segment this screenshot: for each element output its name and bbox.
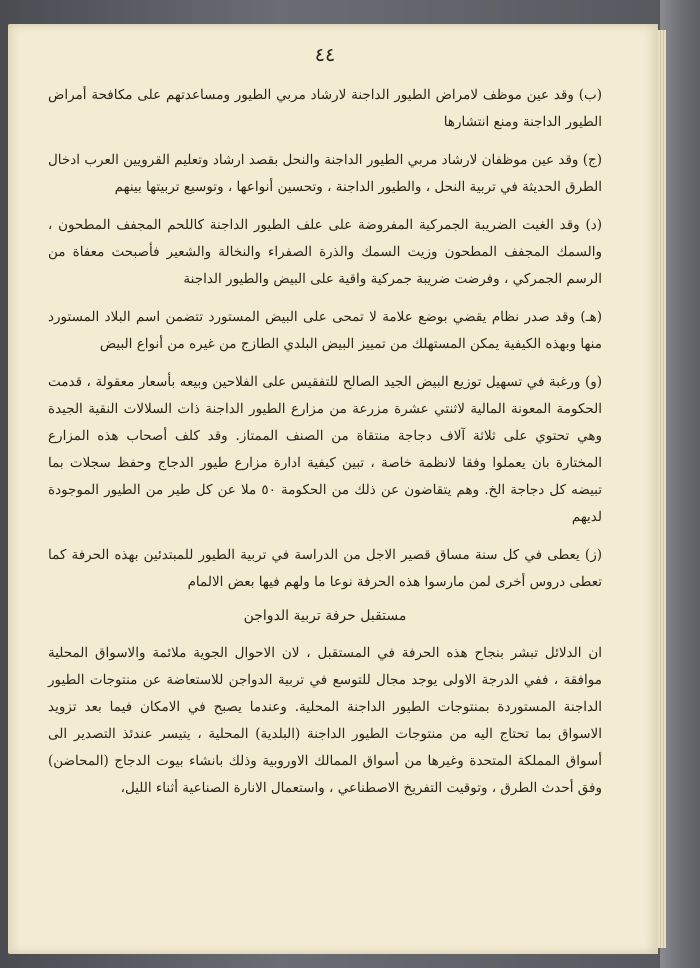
page-number: ٤٤ — [314, 44, 336, 66]
paragraph-d: (د) وقد الغيت الضريبة الجمركية المفروضة على علف الطيور الداجنة كاللحم المجفف المطحون ، والسمك المجفف المطحون وزيت السمك والذرة الصفراء والنخالة والشعير فأصبحت معفاة من الرسم الجمركي ، وفرضت ضريبة جمركية واقية على البيض والطيور الداجنة — [48, 217, 602, 287]
page-content — [48, 44, 602, 813]
paragraph-b: (ب) وقد عين موظف لامراض الطيور الداجنة لارشاد مربي الطيور ومساعدتهم على مكافحة أمراض الطيور الداجنة ومنع انتشارها — [48, 87, 602, 130]
paragraph-z: (ز) يعطى في كل سنة مساق قصير الاجل من الدراسة في تربية الطيور للمبتدئين بهذه الحرفة كما تعطى دروس أخرى لمن مارسوا هذه الحرفة نوعا ما ولهم فيها بعض الالمام — [48, 547, 602, 590]
final-paragraph: ان الدلائل تبشر بنجاح هذه الحرفة في المستقبل ، لان الاحوال الجوية ملائمة والاسواق المحلية موافقة ، ففي الدرجة الاولى يوجد مجال للتوسع في تربية الدواجن للاستعاضة عن منتوجات الطيور الداجنة المستوردة بمنتوجات الطيور الداجنة المحلية. وعندما يصبح في الامكان فيما بعد تزويد الاسواق بما تحتاج اليه من منتوجات الطيور الداجنة (البلدية) المحلية ، يتيسر عندئذ التصدير الى أسواق المملكة المتحدة وغيرها من أسواق الممالك الاوروبية وذلك بانشاء بيوت الدجاج (المحاضن) وفق أحدث الطرق ، وتوقيت التفريخ الاصطناعي ، واستعمال الانارة الصناعية أثناء الليل، — [48, 645, 602, 796]
paragraph-c: (ج) وقد عين موظفان لارشاد مربي الطيور الداجنة والنحل بقصد ارشاد وتعليم القرويين العرب ادخال الطرق الحديثة في تربية النحل ، والطيور الداجنة ، وتحسين أنواعها ، وتوسيع تربيتها بينهم — [48, 152, 602, 195]
section-heading: مستقبل حرفة تربية الدواجن — [243, 608, 407, 624]
paragraph-h: (هـ) وقد صدر نظام يقضي بوضع علامة لا تمحى على البيض المستورد تتضمن اسم البلاد المستورد منها وبهذه الكيفية يمكن المستهلك من تمييز البيض البلدي الطازج من غيره من أنواع البيض — [48, 309, 602, 352]
book-cover-edge — [660, 0, 700, 968]
paragraph-w: (و) ورغبة في تسهيل توزيع البيض الجيد الصالح للتفقيس على الفلاحين وبيعه بأسعار معقولة ، قدمت الحكومة المعونة المالية لاثنتي عشرة مزرعة من مزارع الطيور الداجنة ذات السلالات النقية الجيدة وهي تحتوي على ثلاثة آلاف دجاجة منتقاة من الصنف الممتاز. وقد كلف أصحاب هذه المزارع المختارة بان يعملوا وفقا لانظمة خاصة ، تبين كيفية ادارة مزارع طيور الدجاج وحفظ سجلات بما تبيضه كل دجاجة الخ. وهم يتقاضون عن ذلك من الحكومة ٥٠ ملا عن كل طير من الطيور الموجودة لديهم — [48, 374, 602, 525]
